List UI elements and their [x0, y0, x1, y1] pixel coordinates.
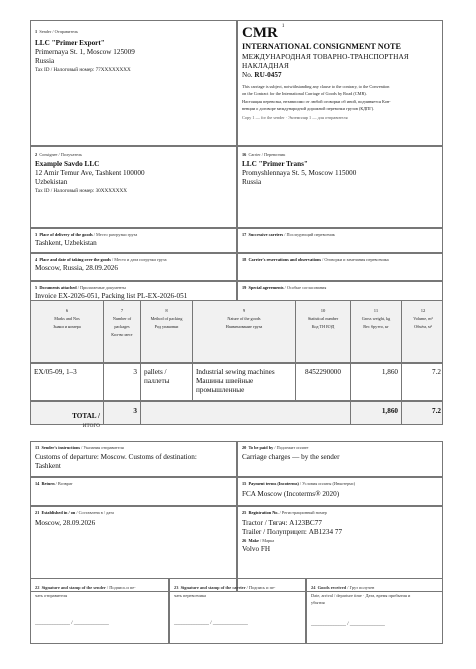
delivery-place-box — [30, 228, 237, 253]
goods-marks: EX/05-09, 1–3 — [31, 364, 104, 400]
established-label: 21 Established in / on / Составлена в / дата — [35, 510, 114, 515]
special-agreements-label: 19 Special agreements / Особые согласования — [242, 285, 327, 290]
consignee-address: 12 Amir Temur Ave, Tashkent 100000 — [35, 169, 145, 177]
goods-volume: 7.2 — [432, 368, 441, 376]
total-row — [30, 401, 443, 429]
successive-carriers-label: 17 Successive carriers / Последующий перевозчик — [242, 232, 335, 237]
goods-header — [30, 300, 443, 363]
to-be-paid-label: 20 To be paid by / Подлежит оплате — [242, 445, 309, 450]
sender-signature-box — [30, 578, 169, 644]
carrier-box — [237, 146, 443, 228]
sender-box — [30, 20, 237, 146]
copy-note: Copy 1 — for the sender · Экземпляр 1 — для отправителя — [242, 114, 348, 120]
sender-label: 1 Sender / Отправитель — [35, 29, 79, 34]
payment-terms-value: FCA Moscow (Incoterms® 2020) — [242, 490, 340, 498]
make-label: 26 Make / Марка — [242, 538, 275, 543]
col-volume-header: 12 Volume, m³ Объём, м³ — [413, 308, 433, 329]
carrier-signature-label: 23 Signature and stamp of the carrier / Подпись и пе- — [174, 585, 276, 590]
sender-address: Primernaya St. 1, Moscow 125009 — [35, 48, 135, 56]
goods-stat-number: 8452290000 — [296, 364, 351, 400]
established-value: Moscow, 28.09.2026 — [35, 519, 96, 527]
taking-over-label: 4 Place and date of taking over the goods / Место и дата погрузки груза — [35, 257, 167, 262]
consignee-box — [30, 146, 237, 228]
cmr-header-box — [237, 20, 443, 146]
successive-carriers-box — [237, 228, 443, 253]
to-be-paid-value: Carriage charges — by the sender — [242, 453, 340, 461]
sender-signature-label: 22 Signature and stamp of the sender / Подпись и пе- — [35, 585, 136, 590]
cmr-heading — [242, 24, 438, 42]
goods-row — [30, 363, 443, 401]
cmr-title: CMR — [242, 25, 278, 41]
carrier-label: 16 Carrier / Перевозчик — [242, 152, 286, 157]
goods-packages: 3 — [104, 364, 141, 400]
carrier-country: Russia — [242, 178, 262, 186]
carrier-signature-line: ______________ / ______________ — [174, 621, 248, 627]
instructions-value-1: Customs of departure: Moscow. Customs of destination: — [35, 453, 197, 461]
copy-marker: 1 — [281, 24, 285, 29]
total-spacer — [141, 402, 351, 424]
col-stat-header: 10 Statistical number Код ТН ВЭД — [296, 301, 351, 362]
title-en: INTERNATIONAL CONSIGNMENT NOTE — [242, 42, 401, 51]
reservations-box — [237, 253, 443, 281]
consignee-name: Example Savdo LLC — [35, 160, 100, 168]
make-value: Volvo FH — [242, 545, 271, 553]
legal-4: венции о договоре международной дорожной перевозки грузов (КДПГ). — [242, 106, 375, 112]
legal-2: on the Contract for the International Carriage of Goods by Road (CMR). — [242, 91, 367, 97]
carrier-address: Promyshlennaya St. 5, Moscow 115000 — [242, 169, 357, 177]
number-value: RU-0457 — [254, 71, 282, 79]
delivery-place-value: Tashkent, Uzbekistan — [35, 239, 97, 247]
instructions-label: 13 Sender's instructions / Указания отправителя — [35, 445, 124, 450]
instructions-box — [30, 441, 237, 477]
col-packing-header: 8 Method of packing Род упаковки — [141, 301, 193, 362]
goods-received-box — [306, 578, 443, 644]
goods-received-label-3: убытия — [311, 600, 325, 606]
payment-terms-box — [237, 477, 443, 506]
return-label: 14 Return / Возврат — [35, 481, 73, 486]
delivery-place-label: 3 Place of delivery of the goods / Место разгрузки груза — [35, 232, 138, 237]
col-marks-header: 6 Marks and Nos Знаки и номера — [31, 301, 104, 362]
sender-signature-label-2: чать отправителя — [35, 592, 68, 598]
goods-weight: 1,860 — [351, 364, 402, 400]
title-ru-1: МЕЖДУНАРОДНАЯ ТОВАРНО-ТРАНСПОРТНАЯ — [242, 52, 409, 61]
cmr-number — [242, 70, 438, 81]
goods-received-label-2: Date, arrival / departure time · Дата, время прибытия и — [311, 592, 411, 598]
registration-label: 25 Registration No. / Регистрационный номер — [242, 510, 327, 515]
col-packages-header: 7 Number of packages Кол-во мест — [104, 301, 141, 362]
goods-received-label: 24 Goods received / Груз получен — [311, 585, 375, 590]
legal-3: Настоящая перевозка, независимо от любой оговорки об иной, подчиняется Кон- — [242, 98, 391, 104]
total-weight: 1,860 — [351, 402, 402, 424]
reservations-label: 18 Carrier's reservations and observations / Оговорки и замечания перевозчика — [242, 257, 389, 262]
sender-country: Russia — [35, 57, 55, 65]
total-label: TOTAL / ИТОГО — [31, 402, 104, 424]
consignee-tax: Tax ID / Налоговый номер: 30XXXXXXX — [35, 188, 127, 194]
goods-nature: Industrial sewing machines Машины швейные промышленные — [193, 364, 296, 400]
trailer-number: Trailer / Полуприцеп: AB1234 77 — [242, 528, 343, 536]
documents-value: Invoice EX-2026-051, Packing list PL-EX-2026-051 — [35, 292, 188, 300]
carrier-signature-label-2: чать перевозчика — [174, 592, 206, 598]
instructions-value-2: Tashkent — [35, 462, 61, 470]
title-ru-2: НАКЛАДНАЯ — [242, 61, 289, 70]
return-box — [30, 477, 237, 506]
goods-packing: pallets / паллеты — [141, 364, 193, 400]
consignee-label: 2 Consignee / Получатель — [35, 152, 83, 157]
taking-over-box — [30, 253, 237, 281]
to-be-paid-box — [237, 441, 443, 477]
payment-terms-label: 15 Payment terms (Incoterms) / Условия оплаты (Инкотермс) — [242, 481, 356, 486]
tractor-number: Tractor / Тягач: A123BC77 — [242, 519, 322, 527]
taking-over-value: Moscow, Russia, 28.09.2026 — [35, 264, 118, 272]
consignee-country: Uzbekistan — [35, 178, 68, 186]
legal-1: This carriage is subject, notwithstanding any clause to the contrary, to the Convention — [242, 84, 390, 89]
sender-tax: Tax ID / Налоговый номер: 77XXXXXXXX — [35, 67, 131, 73]
carrier-signature-box — [169, 578, 306, 644]
goods-received-line: ______________ / ______________ — [311, 621, 385, 627]
number-label: No. — [242, 71, 253, 79]
sender-name: LLC "Primer Export" — [35, 39, 105, 47]
sender-signature-line: ______________ / ______________ — [35, 621, 109, 627]
documents-label: 5 Documents attached / Прилагаемые документы — [35, 285, 126, 290]
col-nature-header: 9 Nature of the goods Наименование груза — [193, 301, 296, 362]
total-volume: 7.2 — [432, 407, 441, 415]
col-weight-header: 11 Gross weight, kg Вес брутто, кг — [351, 301, 402, 362]
carrier-name: LLC "Primer Trans" — [242, 160, 308, 168]
total-packages: 3 — [104, 402, 141, 424]
